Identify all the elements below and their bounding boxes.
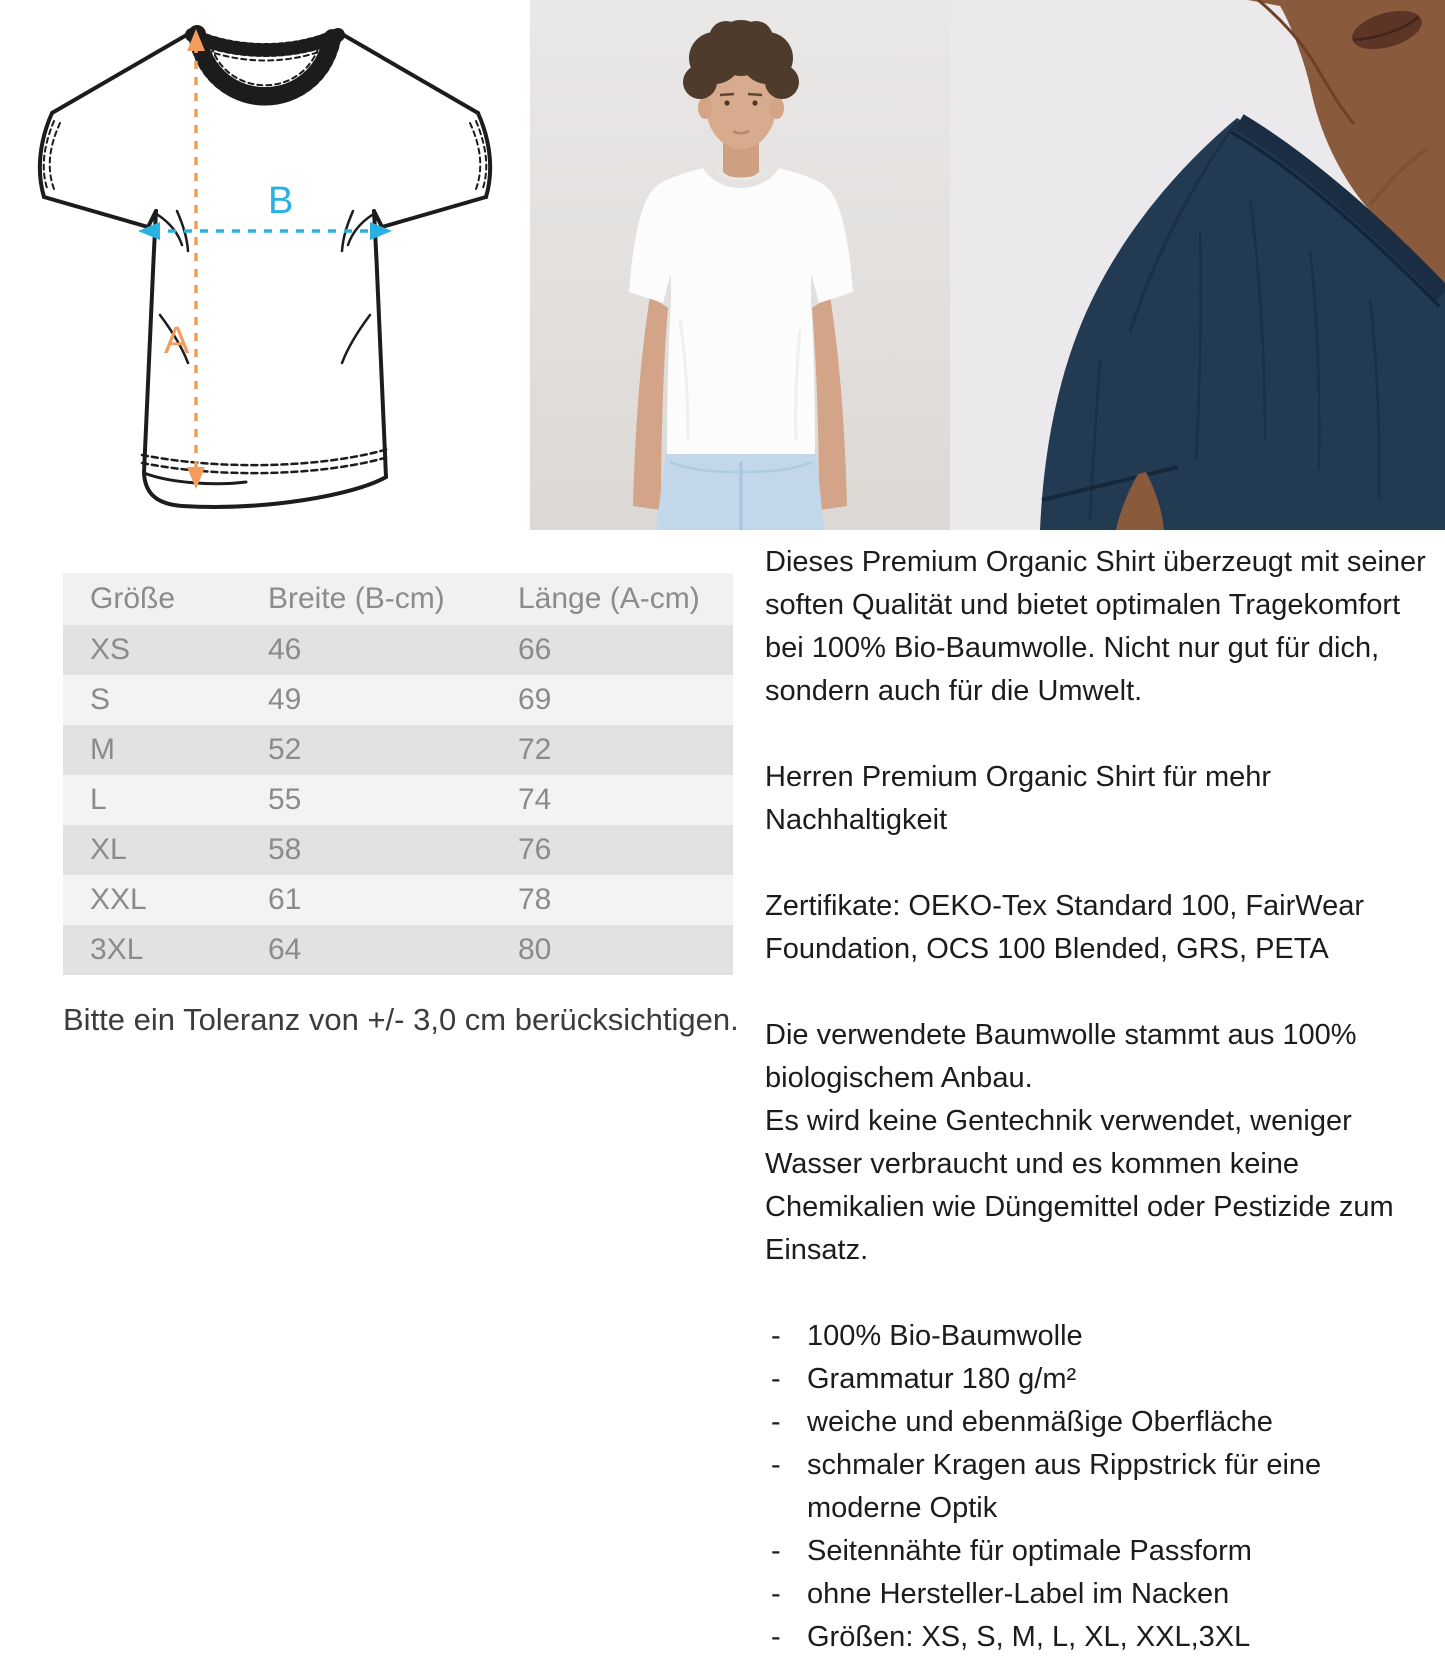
bullet-marker: -: [771, 1578, 781, 1610]
cell-size: XL: [90, 833, 127, 866]
list-item: [765, 1358, 1433, 1401]
detail-photo-image: [950, 0, 1445, 530]
cell-length: 78: [518, 883, 552, 916]
bullet-marker: -: [771, 1621, 781, 1653]
list-item: [765, 1616, 1433, 1659]
bullet-marker: -: [771, 1320, 781, 1352]
cell-width: 55: [268, 783, 302, 816]
size-table-header: [63, 573, 733, 625]
list-item: [765, 1573, 1433, 1616]
cell-size: XXL: [90, 883, 147, 916]
bullet-text: Grammatur 180 g/m²: [807, 1363, 1077, 1395]
size-table: [63, 573, 733, 975]
col-header-length: Länge (A-cm): [518, 582, 700, 615]
cell-width: 58: [268, 833, 302, 866]
bullet-marker: -: [771, 1363, 781, 1395]
bullet-text: 100% Bio-Baumwolle: [807, 1320, 1083, 1352]
cell-size: S: [90, 683, 111, 716]
cell-size: XS: [90, 633, 131, 666]
table-row: [63, 775, 733, 825]
bullet-text: Größen: XS, S, M, L, XL, XXL,3XL: [807, 1621, 1251, 1653]
table-row: [63, 625, 733, 675]
model-photo: [530, 0, 950, 530]
cell-length: 66: [518, 633, 552, 666]
table-row: [63, 675, 733, 725]
bullet-text: schmaler Kragen aus Rippstrick für eine moderne Optik: [807, 1449, 1322, 1524]
bullet-marker: -: [771, 1535, 781, 1567]
list-item: [765, 1315, 1433, 1358]
description-paragraph-headline: Herren Premium Organic Shirt für mehr Nachhaltigkeit: [765, 761, 1272, 836]
cell-width: 49: [268, 683, 302, 716]
tolerance-note: Bitte ein Toleranz von +/- 3,0 cm berücksichtigen.: [63, 1002, 739, 1037]
cell-size: M: [90, 733, 115, 766]
table-row: [63, 925, 733, 975]
product-description: [765, 541, 1433, 1659]
description-paragraph-cotton-2: Es wird keine Gentechnik verwendet, weniger Wasser verbraucht und es kommen keine Chemikalien wie Düngemittel oder Pestizide zum Einsatz.: [765, 1105, 1394, 1266]
list-item: [765, 1530, 1433, 1573]
measurement-arrow-a: [164, 29, 205, 489]
list-item: [765, 1444, 1433, 1530]
list-item: [765, 1401, 1433, 1444]
table-row: [63, 825, 733, 875]
table-row: [63, 725, 733, 775]
bullet-text: weiche und ebenmäßige Oberfläche: [807, 1406, 1273, 1438]
table-row: [63, 875, 733, 925]
feature-list: [765, 1315, 1433, 1659]
size-diagram: [30, 5, 500, 510]
description-paragraph-cotton: Die verwendete Baumwolle stammt aus 100% biologischem Anbau.: [765, 1019, 1357, 1094]
description-paragraph-certificates: Zertifikate: OEKO-Tex Standard 100, FairWear Foundation, OCS 100 Blended, GRS, PETA: [765, 890, 1365, 965]
bullet-text: Seitennähte für optimale Passform: [807, 1535, 1252, 1567]
cell-length: 69: [518, 683, 552, 716]
cell-width: 61: [268, 883, 302, 916]
cell-length: 74: [518, 783, 552, 816]
bullet-marker: -: [771, 1449, 781, 1481]
bullet-text: ohne Hersteller-Label im Nacken: [807, 1578, 1230, 1610]
tshirt-outline-drawing: [30, 5, 500, 510]
cell-length: 72: [518, 733, 552, 766]
cell-width: 64: [268, 933, 302, 966]
label-b: B: [268, 180, 294, 222]
model-photo-image: [530, 0, 950, 530]
col-header-width: Breite (B-cm): [268, 582, 445, 615]
cell-width: 52: [268, 733, 302, 766]
label-a: A: [164, 320, 190, 362]
cell-size: L: [90, 783, 107, 816]
description-paragraph-intro: Dieses Premium Organic Shirt überzeugt mit seiner soften Qualität und bietet optimalen Tragekomfort bei 100% Bio-Baumwolle. Nicht nur gut für dich, sondern auch für die Umwelt.: [765, 546, 1426, 707]
cell-size: 3XL: [90, 933, 144, 966]
cell-width: 46: [268, 633, 302, 666]
cell-length: 76: [518, 833, 552, 866]
bullet-marker: -: [771, 1406, 781, 1438]
col-header-size: Größe: [90, 582, 176, 615]
cell-length: 80: [518, 933, 552, 966]
fabric-detail-photo: [950, 0, 1445, 530]
